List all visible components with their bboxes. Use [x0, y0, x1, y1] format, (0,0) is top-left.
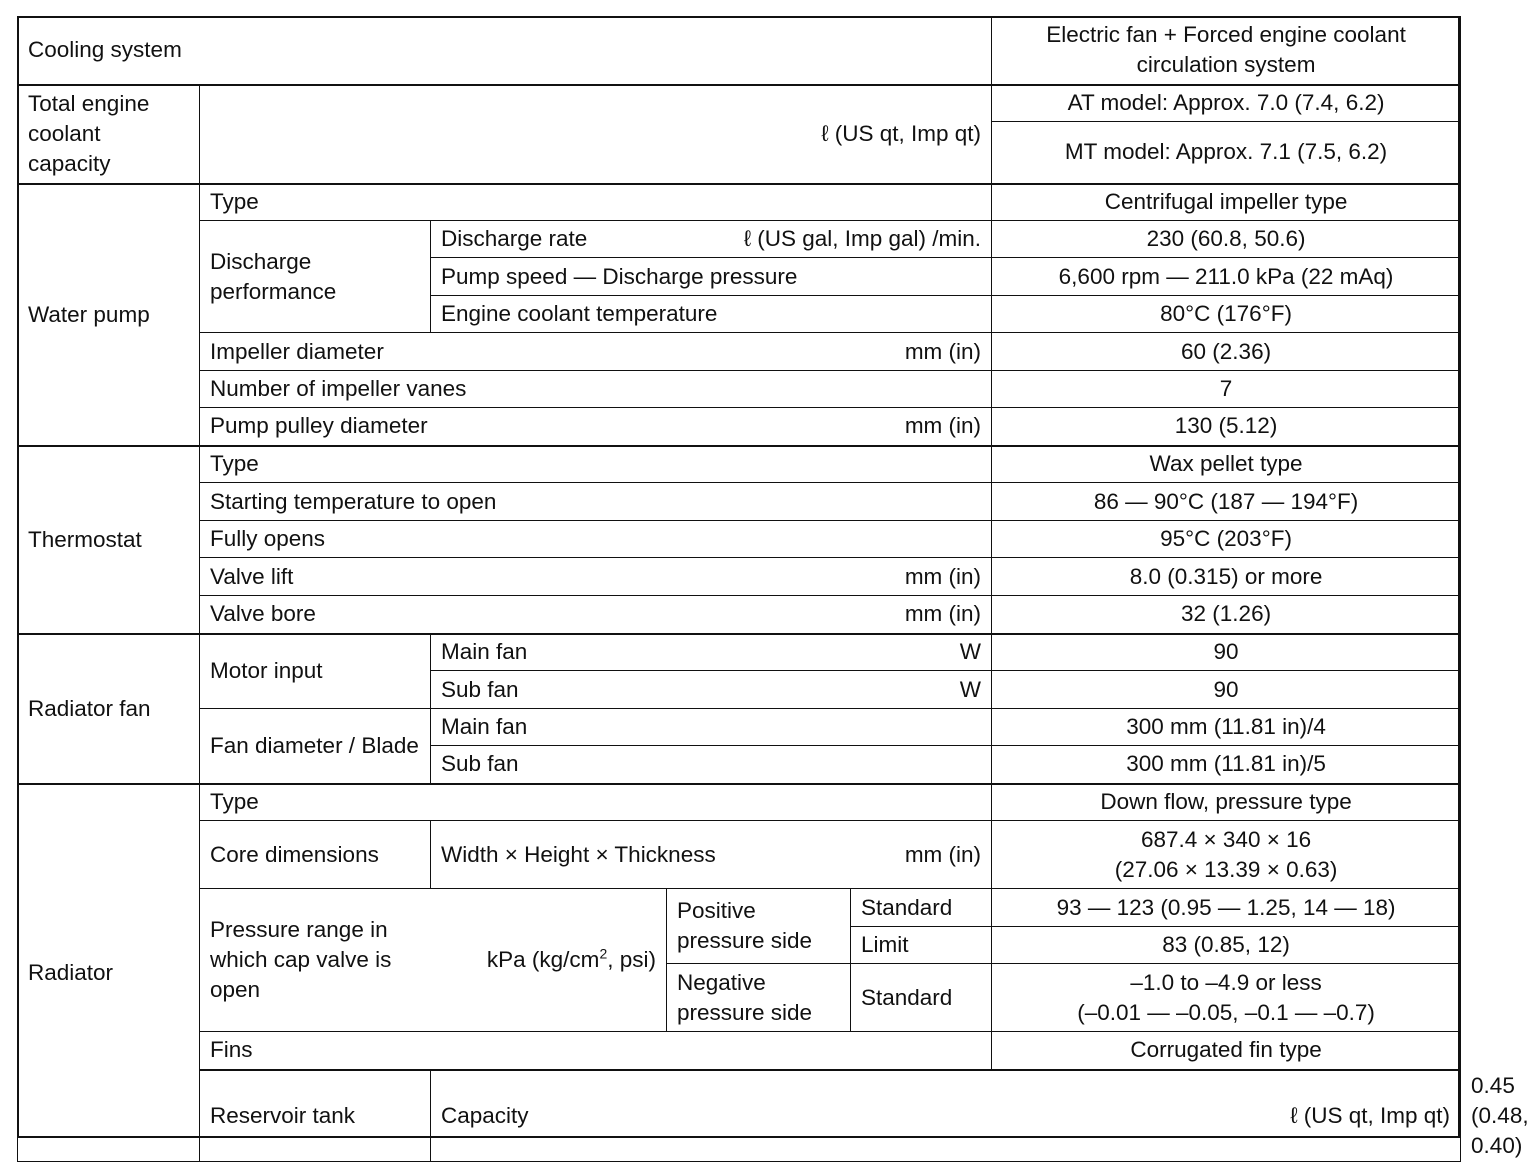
water-pump-type-label: Type — [200, 184, 992, 221]
fan-main-label: Main fan — [431, 709, 992, 746]
pressure-range-label: Pressure range in which cap valve is open — [210, 917, 392, 1002]
cooling-system-value: Electric fan + Forced engine coolant circulation system — [992, 17, 1461, 85]
pressure-range-unit — [487, 945, 656, 975]
coolant-temp-value: 80°C (176°F) — [992, 296, 1461, 333]
valve-lift-cell — [200, 558, 992, 596]
positive-pressure-label: Positive pressure side — [667, 889, 851, 964]
core-dimensions-label: Core dimensions — [200, 821, 431, 889]
reservoir-capacity-unit: ℓ (US qt, Imp qt) — [1290, 1102, 1451, 1128]
core-dims-cell — [431, 821, 992, 889]
table-row — [18, 483, 1461, 521]
start-temp-label: Starting temperature to open — [200, 483, 992, 521]
table-row — [18, 371, 1461, 408]
pressure-unit-pre: kPa (kg/cm — [486, 947, 600, 972]
valve-bore-value: 32 (1.26) — [992, 596, 1461, 634]
valve-lift-label: Valve lift — [210, 563, 294, 589]
negative-standard-value — [992, 964, 1461, 1032]
table-row — [18, 17, 1461, 85]
table-row — [18, 784, 1461, 821]
pressure-unit-post: , psi) — [607, 947, 656, 972]
table-row — [18, 333, 1461, 371]
motor-sub-fan-label: Sub fan — [441, 676, 519, 702]
table-row — [18, 1032, 1461, 1070]
table-row — [18, 889, 1461, 927]
coolant-mt-model-value: MT model: Approx. 7.1 (7.5, 6.2) — [992, 122, 1461, 184]
pump-speed-value: 6,600 rpm — 211.0 kPa (22 mAq) — [992, 258, 1461, 296]
motor-main-fan-label: Main fan — [441, 639, 528, 665]
fan-main-value: 300 mm (11.81 in)/4 — [992, 709, 1461, 746]
water-pump-type-value: Centrifugal impeller type — [992, 184, 1461, 221]
table-row — [18, 596, 1461, 634]
negative-pressure-label: Negative pressure side — [667, 964, 851, 1032]
pump-pulley-value: 130 (5.12) — [992, 408, 1461, 446]
motor-sub-fan-unit: W — [959, 676, 982, 702]
fan-sub-value: 300 mm (11.81 in)/5 — [992, 746, 1461, 784]
impeller-diameter-value: 60 (2.36) — [992, 333, 1461, 371]
valve-bore-cell — [200, 596, 992, 634]
cooling-spec-table — [17, 16, 1529, 1162]
core-dims-label: Width × Height × Thickness — [441, 841, 716, 867]
reservoir-capacity-cell — [431, 1070, 1461, 1162]
motor-sub-fan-cell — [431, 671, 992, 709]
pump-pulley-cell — [200, 408, 992, 446]
coolant-capacity-label: Total engine coolant capacity — [18, 85, 200, 184]
table-row — [18, 408, 1461, 446]
pump-pulley-unit: mm (in) — [904, 413, 982, 439]
coolant-temp-label: Engine coolant temperature — [431, 296, 992, 333]
fan-diameter-label: Fan diameter / Blade — [200, 709, 431, 784]
table-row: Reservoir tank Capacity ℓ (US qt, Imp qt) 0.45 (0.48, 0.40) — [18, 1070, 1461, 1162]
core-dims-value-mm: 687.4 × 340 × 16 — [1140, 826, 1312, 852]
discharge-rate-unit: ℓ (US gal, Imp gal) /min. — [743, 226, 982, 251]
table-row — [18, 821, 1461, 889]
thermostat-label: Thermostat — [18, 446, 200, 634]
coolant-at-model-value: AT model: Approx. 7.0 (7.4, 6.2) — [992, 85, 1461, 122]
negative-standard-label: Standard — [851, 964, 992, 1032]
discharge-rate-cell — [431, 221, 992, 258]
negative-standard-value-1: –1.0 to –4.9 or less — [1130, 969, 1322, 995]
valve-bore-label: Valve bore — [210, 601, 316, 627]
cooling-system-label: Cooling system — [18, 17, 992, 85]
table-row — [18, 446, 1461, 483]
radiator-fan-label: Radiator fan — [18, 634, 200, 784]
core-dims-value — [992, 821, 1461, 889]
fully-opens-label: Fully opens — [200, 521, 992, 558]
pump-speed-label: Pump speed — Discharge pressure — [431, 258, 992, 296]
valve-lift-value: 8.0 (0.315) or more — [992, 558, 1461, 596]
discharge-rate-label: Discharge rate — [441, 226, 588, 251]
motor-input-label: Motor input — [200, 634, 431, 709]
thermostat-type-value: Wax pellet type — [992, 446, 1461, 483]
core-dims-value-in: (27.06 × 13.39 × 0.63) — [1114, 856, 1338, 882]
core-dims-unit: mm (in) — [904, 841, 982, 867]
positive-standard-value: 93 — 123 (0.95 — 1.25, 14 — 18) — [992, 889, 1461, 927]
table-row — [18, 709, 1461, 746]
discharge-rate-value: 230 (60.8, 50.6) — [992, 221, 1461, 258]
fins-label: Fins — [200, 1032, 992, 1070]
impeller-diameter-unit: mm (in) — [904, 338, 982, 364]
table-row — [18, 558, 1461, 596]
positive-limit-label: Limit — [851, 927, 992, 964]
impeller-vanes-value: 7 — [992, 371, 1461, 408]
radiator-label: Radiator — [18, 784, 200, 1162]
pressure-unit-sup: 2 — [599, 945, 608, 962]
table-row — [18, 521, 1461, 558]
table-row — [18, 184, 1461, 221]
radiator-type-value: Down flow, pressure type — [992, 784, 1461, 821]
valve-lift-unit: mm (in) — [904, 563, 982, 589]
start-temp-value: 86 — 90°C (187 — 194°F) — [992, 483, 1461, 521]
fins-value: Corrugated fin type — [992, 1032, 1461, 1070]
impeller-diameter-label: Impeller diameter — [210, 338, 384, 364]
water-pump-label: Water pump — [18, 184, 200, 446]
pump-pulley-label: Pump pulley diameter — [210, 413, 428, 439]
negative-standard-value-2: (–0.01 — –0.05, –0.1 — –0.7) — [1077, 999, 1375, 1025]
radiator-type-label: Type — [200, 784, 992, 821]
motor-main-fan-value: 90 — [992, 634, 1461, 671]
fan-sub-label: Sub fan — [431, 746, 992, 784]
pressure-range-cell — [200, 889, 667, 1032]
positive-limit-value: 83 (0.85, 12) — [992, 927, 1461, 964]
motor-main-fan-unit: W — [959, 639, 982, 665]
thermostat-type-label: Type — [200, 446, 992, 483]
impeller-diameter-cell — [200, 333, 992, 371]
reservoir-tank-label: Reservoir tank — [200, 1070, 431, 1162]
motor-sub-fan-value: 90 — [992, 671, 1461, 709]
valve-bore-unit: mm (in) — [904, 601, 982, 627]
coolant-capacity-unit: ℓ (US qt, Imp qt) — [200, 85, 992, 184]
positive-standard-label: Standard — [851, 889, 992, 927]
table-row — [18, 85, 1461, 122]
fully-opens-value: 95°C (203°F) — [992, 521, 1461, 558]
impeller-vanes-label: Number of impeller vanes — [200, 371, 992, 408]
table-row — [18, 634, 1461, 671]
motor-main-fan-cell — [431, 634, 992, 671]
discharge-performance-label: Discharge performance — [200, 221, 431, 333]
reservoir-capacity-label: Capacity — [441, 1102, 529, 1128]
table-row — [18, 221, 1461, 258]
